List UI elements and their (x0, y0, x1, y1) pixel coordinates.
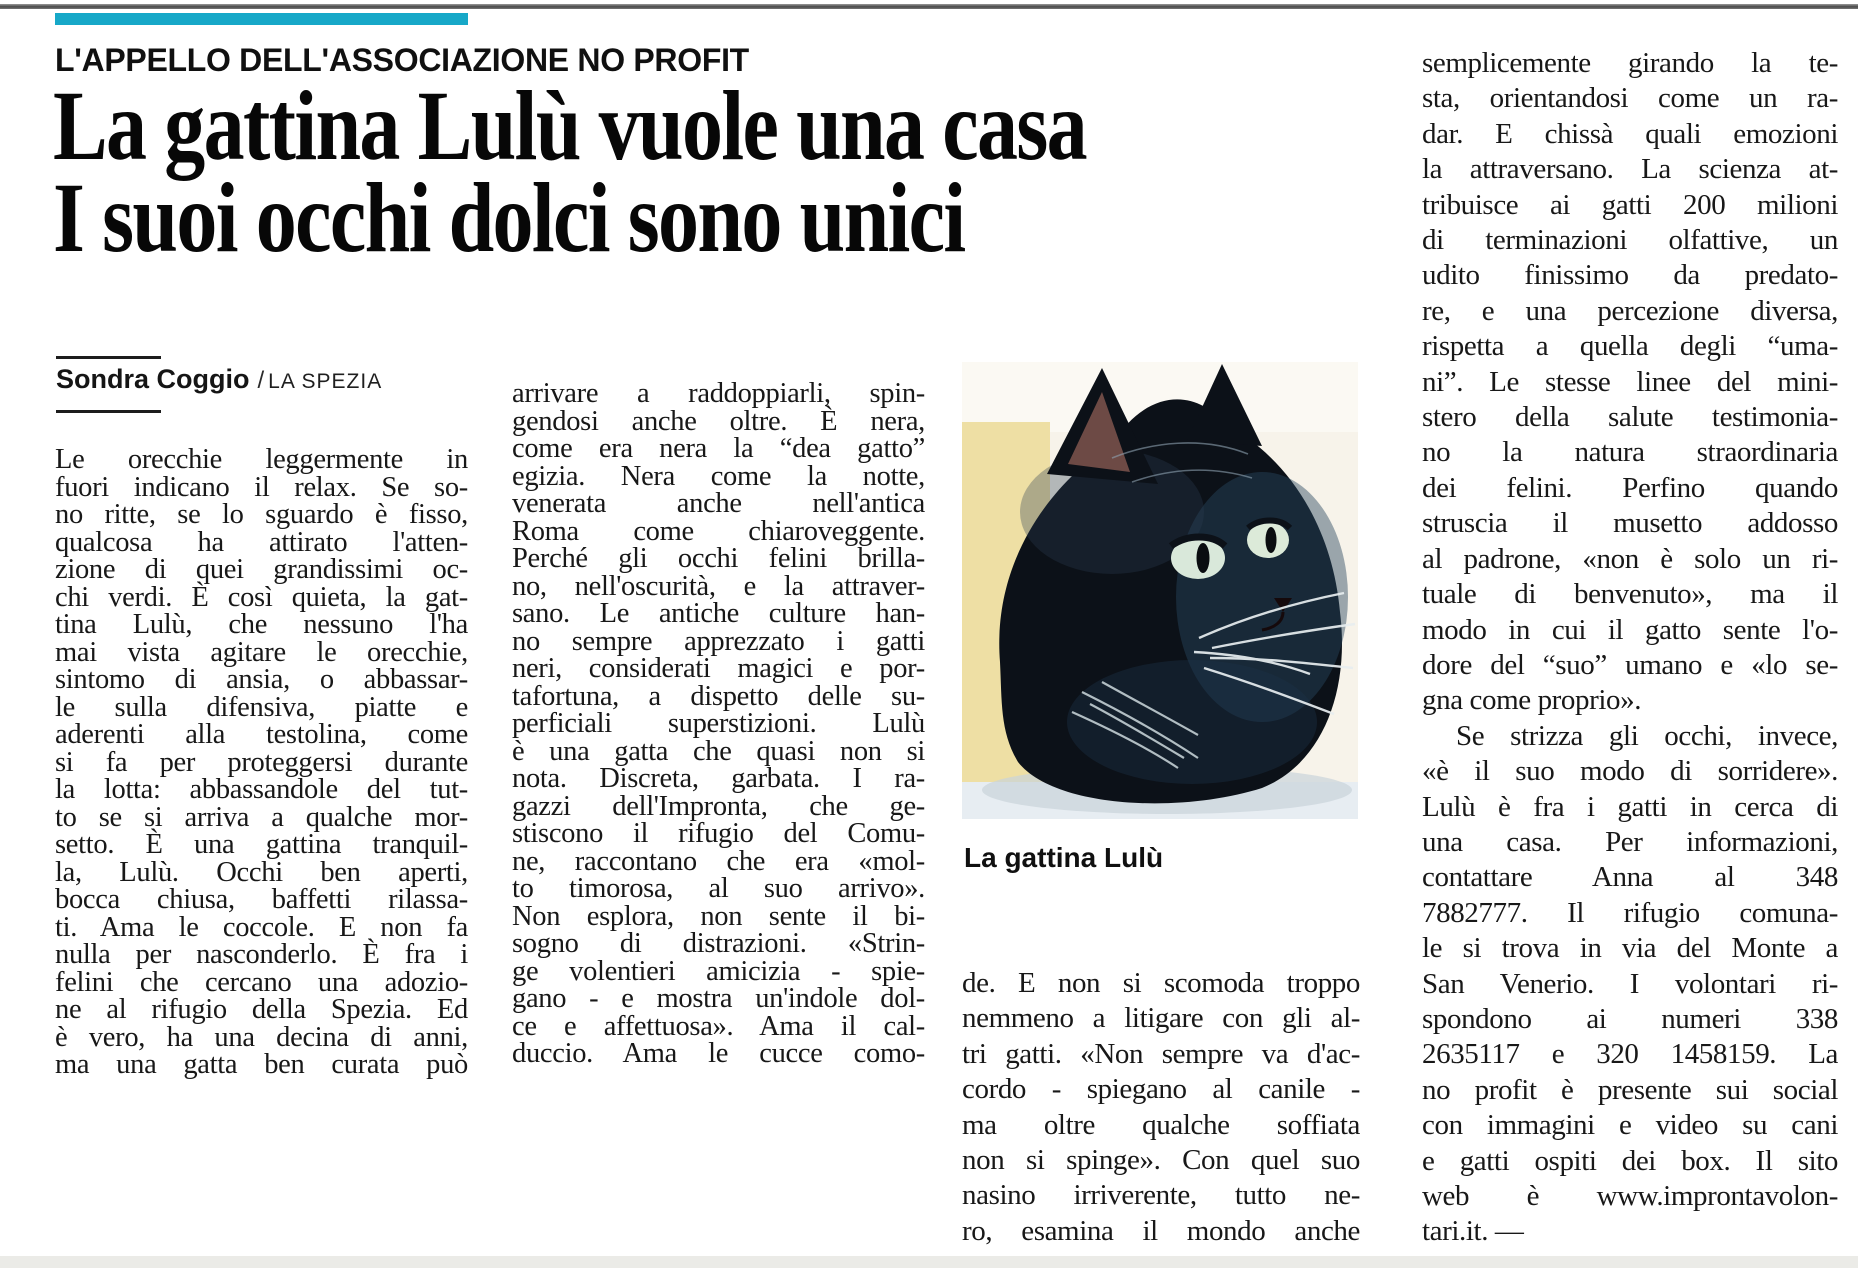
text-line: struscia il musetto addosso (1422, 507, 1838, 540)
text-line: dar. E chissà quali emozioni (1422, 117, 1838, 150)
text-line: web è www.improntavolon- (1422, 1180, 1838, 1212)
text-line: la attraversano. La scienza at- (1422, 153, 1838, 186)
text-line: come era nera la “dea gatto” (512, 433, 925, 464)
text-line: gazzi dell'Impronta, che ge- (512, 790, 925, 822)
paragraph (1422, 46, 1838, 719)
text-line: nulla per nasconderlo. È fra i (55, 939, 468, 970)
paragraph (962, 966, 1360, 1249)
text-line: sintomo di ansia, o abbassar- (55, 664, 468, 695)
text-line: to se si arriva a qualche mor- (55, 801, 468, 833)
text-line: no ritte, se lo sguardo è fisso, (55, 499, 468, 530)
accent-teal-bar (55, 13, 468, 25)
text-line: Roma come chiaroveggente. (512, 515, 925, 547)
paragraph (1422, 719, 1838, 1250)
text-line: fuori indicano il relax. Se so- (55, 471, 468, 503)
text-line: rispetta a quella degli “uma- (1422, 330, 1838, 363)
text-line: bocca chiusa, baffetti rilassa- (55, 884, 468, 915)
text-line: mai vista agitare le orecchie, (55, 636, 468, 668)
page-bottom-strip (0, 1256, 1858, 1268)
paragraph (512, 380, 925, 1068)
text-line: ne al rifugio della Spezia. Ed (55, 994, 468, 1025)
text-line: sano. Le antiche culture han- (512, 598, 925, 629)
text-line: perficiali superstizioni. Lulù (512, 708, 925, 739)
text-line: ni”. Le stesse linee del mini- (1422, 365, 1838, 398)
byline (56, 364, 382, 395)
text-line: Le orecchie leggermente in (55, 444, 468, 475)
article-column-4 (1422, 46, 1838, 1250)
text-line: Se strizza gli occhi, invece, (1456, 719, 1838, 752)
cat-illustration (962, 362, 1358, 819)
text-line: venerata anche nell'antica (512, 488, 925, 519)
text-line: spondono ai numeri 338 (1422, 1002, 1838, 1035)
article-column-2 (512, 380, 925, 1068)
headline-line-1: La gattina Lulù vuole una casa (53, 70, 1086, 181)
text-line: le sulla difensiva, piatte e (55, 691, 468, 723)
text-line: dore del “suo” umano e «lo se- (1422, 648, 1838, 681)
text-line: semplicemente girando la te- (1422, 47, 1838, 79)
text-line: no sempre apprezzato i gatti (512, 625, 925, 657)
text-line: Non esplora, non sente il bi- (512, 900, 925, 932)
text-line: felini che cercano una adozio- (55, 966, 468, 998)
text-line: San Venerio. I volontari ri- (1422, 967, 1838, 1000)
text-line: de. E non si scomoda troppo (962, 967, 1360, 999)
text-line: udito finissimo da predato- (1422, 259, 1838, 292)
text-line: stero della salute testimonia- (1422, 401, 1838, 434)
photo-caption: La gattina Lulù (964, 842, 1164, 873)
text-line: setto. È una gattina tranquil- (55, 829, 468, 860)
text-line: modo in cui il gatto sente l'o- (1422, 613, 1838, 646)
text-line: ma oltre qualche soffiata (962, 1108, 1360, 1141)
text-line: ti. Ama le coccole. E non fa (55, 911, 468, 943)
article-column-3 (962, 966, 1360, 1249)
text-line: gna come proprio». (1422, 684, 1642, 717)
text-line: to timorosa, al suo arrivo». (512, 873, 925, 904)
text-line: non si spinge». Con quel suo (962, 1144, 1360, 1177)
text-line: no la natura straordinaria (1422, 436, 1838, 469)
text-line: la lotta: abbassandole del tut- (55, 774, 468, 805)
text-line: tri gatti. «Non sempre va d'ac- (962, 1037, 1360, 1070)
text-line: ce e affettuosa». Ama il cal- (512, 1010, 925, 1042)
cat-photo (962, 362, 1358, 819)
author-name: Sondra Coggio (56, 364, 250, 394)
text-line: è una gatta che quasi non si (512, 735, 925, 767)
text-line: «è il suo modo di sorridere». (1422, 755, 1838, 788)
text-line: gano - e mostra un'indole dol- (512, 983, 925, 1014)
text-line: aderenti alla testolina, come (55, 719, 468, 750)
text-line: la, Lulù. Occhi ben aperti, (55, 856, 468, 888)
text-line: è vero, ha una decina di anni, (55, 1021, 468, 1053)
article-column-1 (55, 446, 468, 1079)
text-line: tari.it. — (1422, 1215, 1524, 1248)
text-line: ge volentieri amicizia - spie- (512, 955, 925, 987)
text-line: duccio. Ama le cucce como- (512, 1038, 925, 1069)
text-line: si fa per proteggersi durante (55, 746, 468, 778)
text-line: contattare Anna al 348 (1422, 861, 1838, 894)
text-line: qualcosa ha attirato l'atten- (55, 526, 468, 558)
paragraph (55, 446, 468, 1079)
text-line: chi verdi. È così quieta, la gat- (55, 581, 468, 613)
text-line: 2635117 e 320 1458159. La (1422, 1038, 1838, 1071)
headline-line-2: I suoi occhi dolci sono unici (53, 162, 965, 273)
text-line: al padrone, «non è solo un ri- (1422, 542, 1838, 575)
text-line: una casa. Per informazioni, (1422, 825, 1838, 858)
text-line: Lulù è fra i gatti in cerca di (1422, 790, 1838, 823)
text-line: nota. Discreta, garbata. I ra- (512, 763, 925, 794)
text-line: tribuisce ai gatti 200 milioni (1422, 188, 1838, 221)
text-line: ne, raccontano che era «mol- (512, 845, 925, 877)
byline-location: LA SPEZIA (268, 370, 383, 393)
byline-rule-top (56, 356, 161, 359)
text-line: Perché gli occhi felini brilla- (512, 543, 925, 574)
text-line: con immagini e video su cani (1422, 1109, 1838, 1142)
text-line: di terminazioni olfattive, un (1422, 224, 1838, 257)
text-line: egizia. Nera come la notte, (512, 460, 925, 492)
text-line: tina Lulù, che nessuno l'ha (55, 609, 468, 640)
text-line: ro, esamina il mondo anche (962, 1214, 1360, 1247)
text-line: no profit è presente sui social (1422, 1073, 1838, 1106)
text-line: tuale di benvenuto», ma il (1422, 578, 1838, 611)
text-line: e gatti ospiti dei box. Il sito (1422, 1144, 1838, 1177)
text-line: zione di quei grandissimi oc- (55, 554, 468, 585)
text-line: ma una gatta ben curata può (55, 1049, 468, 1080)
text-line: nasino irriverente, tutto ne- (962, 1179, 1360, 1212)
text-line: no, nell'oscurità, e la attraver- (512, 570, 925, 602)
text-line: stiscono il rifugio del Comu- (512, 818, 925, 849)
top-divider-rule (0, 4, 1858, 9)
text-line: sogno di distrazioni. «Strin- (512, 928, 925, 959)
text-line: le si trova in via del Monte a (1422, 932, 1838, 965)
text-line: neri, considerati magici e por- (512, 653, 925, 684)
text-line: nemmeno a litigare con gli al- (962, 1002, 1360, 1035)
text-line: arrivare a raddoppiarli, spin- (512, 378, 925, 409)
text-line: re, e una percezione diversa, (1422, 294, 1838, 327)
text-line: dei felini. Perfino quando (1422, 471, 1838, 504)
byline-rule-bottom (56, 410, 161, 413)
text-line: 7882777. Il rifugio comuna- (1422, 896, 1838, 929)
kicker: L'APPELLO DELL'ASSOCIAZIONE NO PROFIT (55, 42, 749, 78)
text-line: sta, orientandosi come un ra- (1422, 82, 1838, 115)
text-line: tafortuna, a dispetto delle su- (512, 680, 925, 712)
byline-separator: / (257, 367, 265, 394)
headline (53, 70, 1313, 273)
text-line: gendosi anche oltre. È nera, (512, 405, 925, 437)
text-line: cordo - spiegano al canile - (962, 1073, 1360, 1106)
